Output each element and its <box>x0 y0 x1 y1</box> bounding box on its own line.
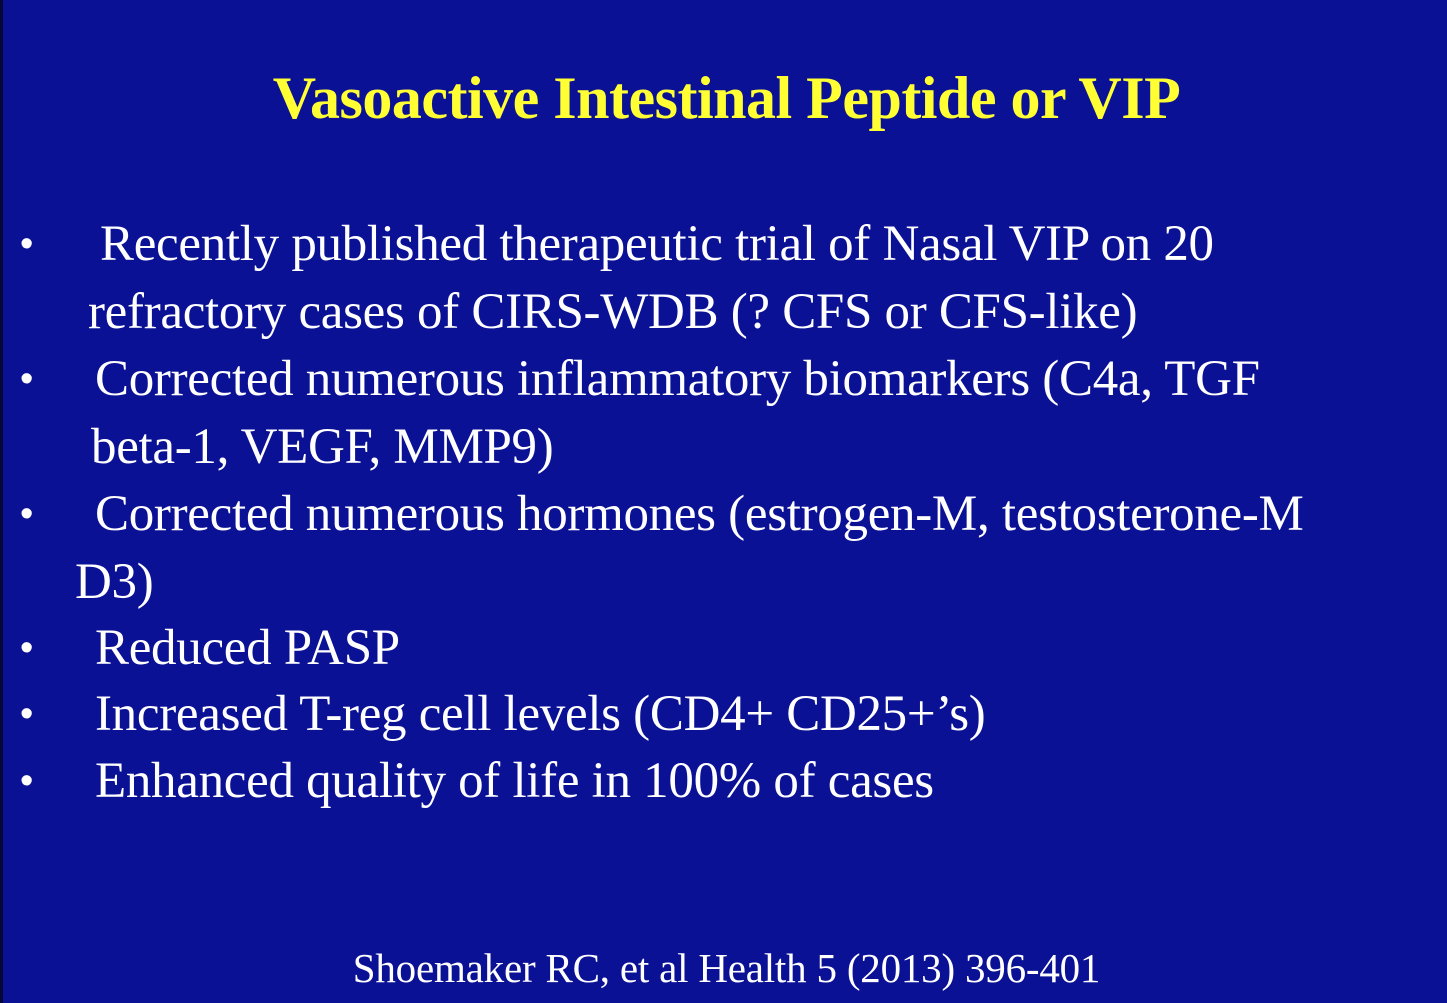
slide-title: Vasoactive Intestinal Peptide or VIP <box>272 65 1181 131</box>
citation: Shoemaker RC, et al Health 5 (2013) 396-401 <box>352 945 1101 991</box>
bullet-dot-icon: • <box>20 358 34 400</box>
bullet-item <box>20 680 986 748</box>
bullet-dot-icon: • <box>20 693 34 735</box>
bullet-item <box>20 614 400 682</box>
bullet-text-continued: beta-1, VEGF, MMP9) <box>91 419 554 475</box>
bullet-item <box>20 210 1214 346</box>
bullet-dot-icon: • <box>20 760 34 802</box>
bullet-item <box>20 345 1260 481</box>
bullet-item <box>20 480 1304 616</box>
bullet-item <box>20 747 934 815</box>
bullet-text: Enhanced quality of life in 100% of cases <box>95 753 934 809</box>
bullet-text-continued: D3) <box>75 554 154 610</box>
bullet-text-continued: refractory cases of CIRS-WDB (? CFS or CFS-like) <box>88 284 1138 340</box>
bullet-text: Corrected numerous hormones (estrogen-M, testosterone-M <box>95 486 1304 542</box>
bullet-text: Recently published therapeutic trial of Nasal VIP on 20 <box>100 216 1214 272</box>
bullet-dot-icon: • <box>20 223 34 265</box>
bullet-text: Increased T-reg cell levels (CD4+ CD25+’s) <box>95 686 986 742</box>
bullet-text: Corrected numerous inflammatory biomarkers (C4a, TGF <box>95 351 1260 407</box>
bullet-dot-icon: • <box>20 493 34 535</box>
bullet-text: Reduced PASP <box>95 620 400 676</box>
bullet-dot-icon: • <box>20 627 34 669</box>
